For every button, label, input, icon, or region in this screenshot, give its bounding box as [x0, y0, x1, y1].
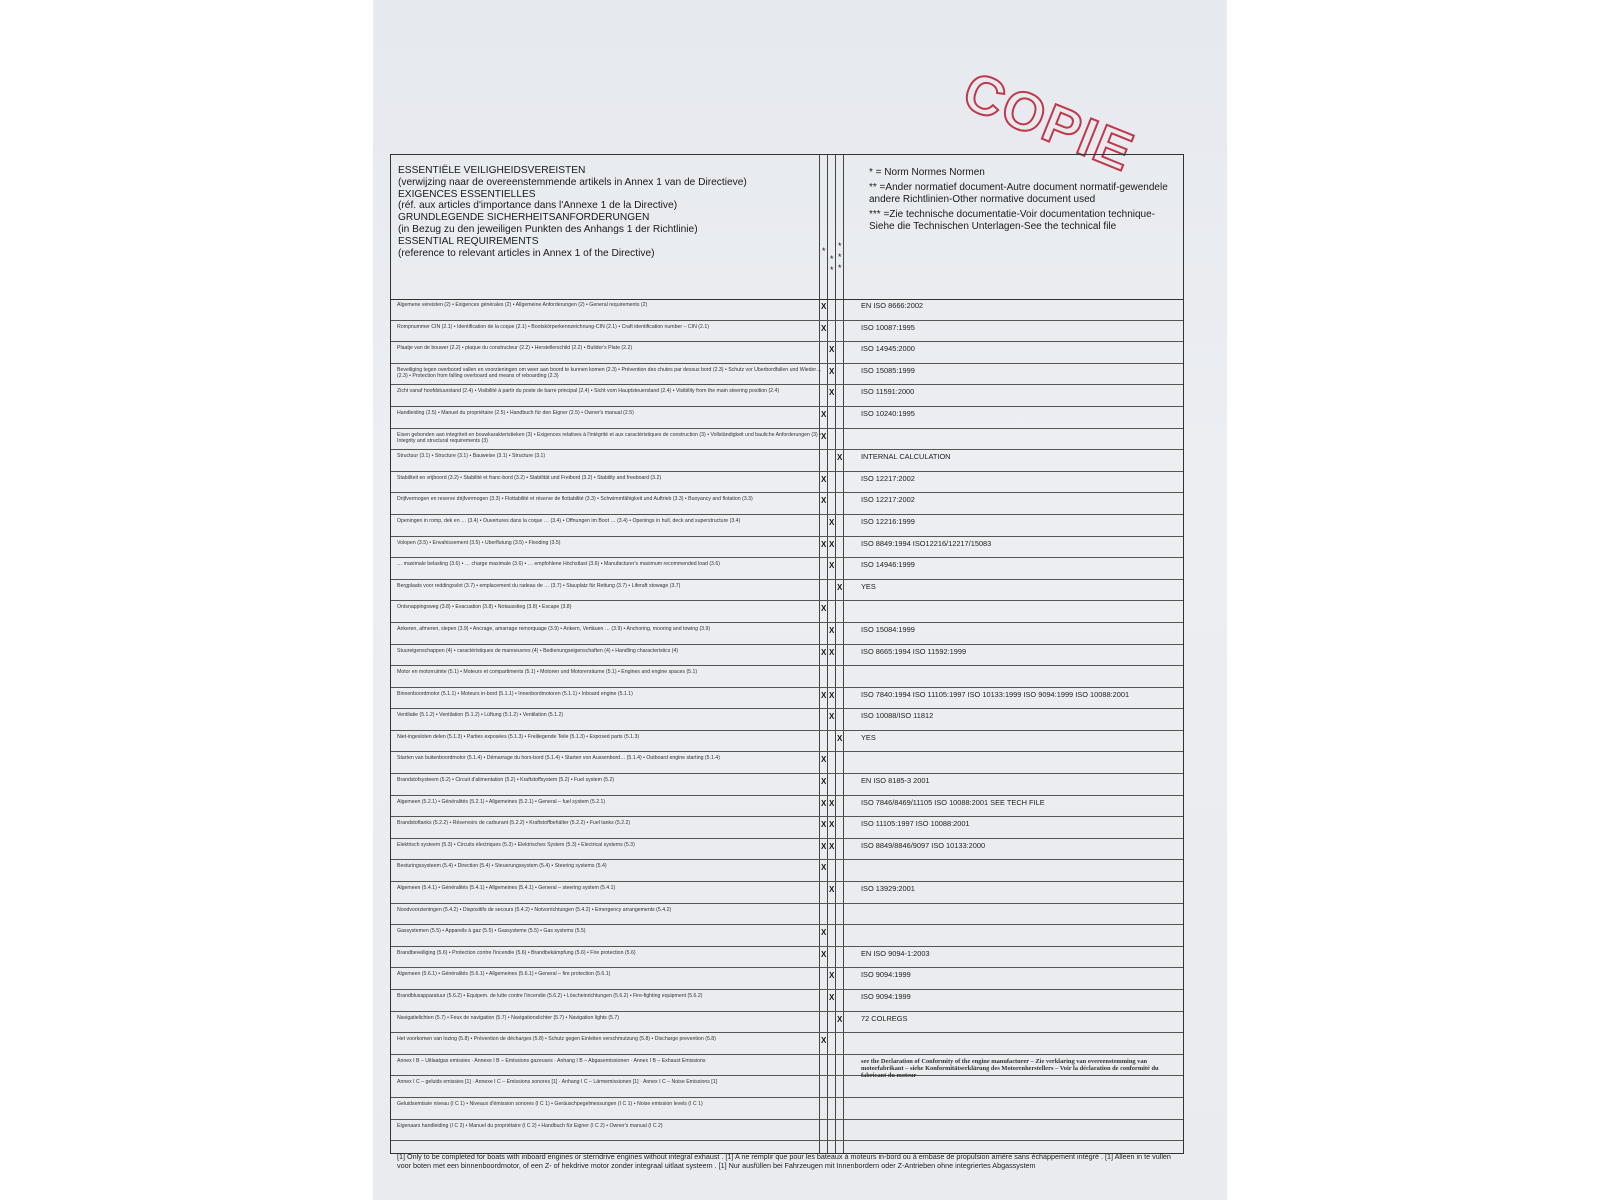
standard-reference: YES	[861, 732, 876, 742]
standard-reference: ISO 13929:2001	[861, 884, 915, 894]
check-mark-col-2: X	[829, 625, 835, 635]
table-row	[391, 472, 1183, 494]
table-row	[391, 666, 1183, 688]
requirement-label: Stabiliteit en vrijboord (3.2) • Stabilité et franc-bord (3.2) • Stabilität und Freibord (3.2) • Stability and freeboard (3.2)	[397, 474, 662, 481]
table-row	[391, 342, 1183, 364]
check-mark-col-2: X	[829, 690, 835, 700]
requirement-label: Ankeren, afmeren, slepen (3.9) • Ancrage, amarrage remorquage (3.9) • Ankern, Vertäuen … (3.9) • Anchoring, mooring and towing (3.9)	[397, 625, 711, 632]
check-mark-col-1: X	[821, 777, 827, 787]
table-row	[391, 1033, 1183, 1055]
header-subtitle-nl: (verwijzing naar de overeenstemmende artikels in Annex 1 van de Directieve)	[398, 176, 747, 188]
check-mark-col-1: X	[821, 755, 827, 765]
table-row	[391, 1055, 1183, 1080]
table-row	[391, 752, 1183, 774]
requirement-label: Eisen gebonden aan integriteit en bouwkarakteristieken (3) • Exigences relatives à l'intégrité et aux caractéristiques de construction (3) • Vollständigkeit und bauliche Anforderungen (3) • Integrity and structural requirements (3)	[397, 431, 821, 444]
check-mark-col-2: X	[829, 820, 835, 830]
table-row	[391, 882, 1183, 904]
standard-reference: ISO 12216:1999	[861, 516, 915, 526]
table-row	[391, 860, 1183, 882]
table-row	[391, 1076, 1183, 1098]
standard-reference: 72 COLREGS	[861, 1013, 908, 1023]
requirement-label: Brandbeveiliging (5.6) • Protection contre l'incendie (5.6) • Brandbekämpfung (5.6) • Fire protection (5.6)	[397, 949, 636, 956]
table-row	[391, 990, 1183, 1012]
requirement-label: Motor en motorruimte (5.1) • Moteurs et compartiments (5.1) • Motoren und Motorenräume (5.1) • Engines and engine spaces (5.1)	[397, 669, 698, 676]
table-row	[391, 709, 1183, 731]
check-mark-col-2: X	[829, 993, 835, 1002]
standard-reference: see the Declaration of Conformity of the engine manufacturer – Zie verklaring van overeenstemming van motorfabrikant – siehe Konformitätserklärung des Motorenherstellers – Voir la déclaration de conformité du fabricant du moteur	[861, 1057, 1159, 1080]
table-row	[391, 1120, 1183, 1142]
check-mark-col-1: X	[821, 302, 827, 311]
requirement-label: Brandstofsysteem (5.2) • Circuit d'alimentation (5.2) • Kraftstoffsystem (5.2) • Fuel system (5.2)	[397, 777, 615, 784]
standard-reference: ISO 7846/8469/11105 ISO 10088:2001 SEE TECH FILE	[861, 797, 1045, 807]
requirement-label: Bergplaats voor reddingsvlot (3.7) • emplacement du radeau de … (3.7) • Stauplatz für Rettung (3.7) • Liferaft stowage (3.7)	[397, 582, 681, 589]
header-subtitle-de: (in Bezug zu den jeweiligen Punkten des Anhangs 1 der Richtlinie)	[398, 223, 698, 235]
header-title-en: ESSENTIAL REQUIREMENTS	[398, 235, 539, 247]
requirement-label: Eigenaars handleiding (I C 2) • Manuel du propriétaire (I C 2) • Handbuch für Eigner (I C 2) • Owner's manual (I C 2)	[397, 1122, 663, 1129]
requirements-table	[390, 154, 1184, 1154]
standard-reference: EN ISO 8185-3 2001	[861, 776, 930, 786]
requirement-label: Beveiliging tegen overboord vallen en voorzieningen om weer aan boord te kunnen komen (2.3) • Prévention des chutes par dessus bord (2.3) • Schutz vor Überbordfallen und Wieder… (2.3) • Protection from falling overboard and means of reboarding (2.3)	[397, 366, 822, 380]
standard-reference: ISO 9094:1999	[861, 970, 911, 980]
table-row	[391, 299, 1183, 321]
legend-item: * = Norm Normes Normen	[869, 167, 985, 178]
standard-reference: ISO 10088/ISO 11812	[861, 711, 934, 721]
table-row	[391, 839, 1183, 861]
check-mark-col-1: X	[821, 474, 827, 484]
table-row	[391, 429, 1183, 451]
check-mark-col-1: X	[821, 604, 827, 614]
requirement-label: Zicht vanaf hoofdstuurstand (2.4) • Visibilité à partir du poste de barre principal (2.4) • Sicht vom Hauptsteuerstand (2.4) • Visibility from the main steering position (2.4)	[397, 388, 780, 395]
standard-reference: ISO 9094:1999	[861, 992, 911, 1001]
check-mark-col-1: X	[821, 949, 827, 959]
check-mark-col-1: X	[821, 863, 827, 873]
table-row	[391, 537, 1183, 559]
check-mark-col-1: X	[821, 820, 827, 830]
check-mark-col-1: X	[821, 690, 827, 700]
requirement-label: Het voorkomen van lozing (5.8) • Prévention de décharges (5.8) • Schutz gegen Einleiten verschmutzung (5.8) • Discharge prevention (5.8)	[397, 1036, 716, 1043]
check-mark-col-2: X	[829, 841, 835, 851]
requirement-label: Brandblusapparatuur (5.6.2) • Équipem. de lutte contre l'incendie (5.6.2) • Löscheinrichtungen (5.6.2) • Fire-fighting equipment (5.6.2)	[397, 993, 703, 999]
requirement-label: Ventilatie (5.1.2) • Ventilation (5.1.2) • Lüftung (5.1.2) • Ventilation (5.1.2)	[397, 712, 564, 719]
requirement-label: Navigatielichten (5.7) • Feux de navigation (5.7) • Navigationslichter (5.7) • Navigation lights (5.7)	[397, 1014, 619, 1021]
requirement-label: Plaatje van de bouwer (2.2) • plaque du constructeur (2.2) • Herstellerschild (2.2) • Builder's Plate (2.2)	[397, 345, 633, 352]
check-mark-col-1: X	[821, 539, 827, 549]
requirement-label: Algemene vereisten (2) • Exigences générales (2) • Allgemeine Anforderungen (2) • General requirements (2)	[397, 302, 648, 308]
table-row	[391, 947, 1183, 969]
requirement-label: Algemeen (5.4.1) • Généralités (5.4.1) • Allgemeines (5.4.1) • General – steering system (5.4.1)	[397, 885, 616, 892]
table-body	[391, 299, 1183, 1141]
requirement-label: Algemeen (5.2.1) • Généralités (5.2.1) • Allgemeines (5.2.1) • General – fuel system (5.2.1)	[397, 798, 606, 805]
header-title-nl: ESSENTIËLE VEILIGHEIDSVEREISTEN	[398, 165, 586, 176]
standard-reference: EN ISO 8666:2002	[861, 301, 924, 310]
standard-reference: ISO 12217:2002	[861, 473, 915, 483]
standard-reference: ISO 11591:2000	[861, 387, 915, 397]
standard-reference: ISO 10087:1995	[861, 322, 915, 332]
check-mark-col-2: X	[829, 712, 835, 722]
table-row	[391, 1012, 1183, 1034]
standard-reference: INTERNAL CALCULATION	[861, 452, 951, 462]
requirement-label: Elektrisch systeem (5.3) • Circuits électriques (5.3) • Elektrisches System (5.3) • Electrical systems (5.3)	[397, 841, 635, 848]
requirement-label: Starten van buitenboordmotor (5.1.4) • Démarrage du hors-bord (5.1.4) • Starten von Aussenbord… (5.1.4) • Outboard engine starting (5.1.4)	[397, 755, 720, 762]
requirement-label: Gassystemen (5.5) • Appareils à gaz (5.5) • Gassysteme (5.5) • Gas systems (5.5)	[397, 928, 586, 935]
table-row	[391, 796, 1183, 818]
check-mark-col-1: X	[821, 431, 827, 441]
requirement-label: Stuureigenschappen (4) • caractéristiques de manoeuvres (4) • Bedienungseigenschaften (4) • Handling characteristics (4)	[397, 647, 679, 654]
requirement-label: Rompnummer CIN (2.1) • Identification de la coque (2.1) • Bootskörperkennzeichnung-CIN (2.1) • Craft identification number – CIN (2.1)	[397, 323, 709, 330]
requirement-label: Geluidsemissie niveau (I C 1) • Niveaux d'émission sonores (I C 1) • Geräuschpegelmessungen (I C 1) • Noise emission levels (I C 1)	[397, 1100, 703, 1107]
table-row	[391, 1098, 1183, 1120]
standard-reference: ISO 10240:1995	[861, 408, 915, 418]
standard-reference: ISO 11105:1997 ISO 10088:2001	[861, 819, 970, 829]
standard-reference: ISO 8665:1994 ISO 11592:1999	[861, 646, 967, 656]
requirement-label: Brandstoftanks (5.2.2) • Réservoirs de carburant (5.2.2) • Kraftstoffbehälter (5.2.2) • Fuel tanks (5.2.2)	[397, 820, 631, 827]
table-row	[391, 364, 1183, 386]
requirement-label: Structuur (3.1) • Structure (3.1) • Bauweise (3.1) • Structure (3.1)	[397, 453, 546, 460]
check-mark-col-2: X	[829, 539, 835, 549]
header-title-de: GRUNDLEGENDE SICHERHEITSANFORDERUNGEN	[398, 212, 650, 224]
table-row	[391, 774, 1183, 796]
table-row	[391, 321, 1183, 343]
check-mark-col-2: X	[829, 798, 835, 808]
standard-reference: ISO 7840:1994 ISO 11105:1997 ISO 10133:1999 ISO 9094:1999 ISO 10088:2001	[861, 689, 1130, 699]
legend-item: *** =Zie technische documentatie-Voir documentation technique-Siehe die Technischen Unterlagen-See the technical file	[869, 209, 1156, 232]
standard-reference: EN ISO 9094-1:2003	[861, 948, 930, 958]
table-row	[391, 450, 1183, 472]
table-row	[391, 645, 1183, 667]
requirement-label: Binnenboordmotor (5.1.1) • Moteurs in-bord (5.1.1) • Innenbordmotoren (5.1.1) • Inboard engine (5.1.1)	[397, 690, 633, 697]
table-row	[391, 925, 1183, 947]
table-row	[391, 623, 1183, 645]
check-mark-col-2: X	[829, 345, 835, 355]
standard-reference: ISO 14946:1999	[861, 560, 915, 570]
header-title-fr: EXIGENCES ESSENTIELLES	[398, 188, 536, 200]
requirement-label: Openingen in romp, dek en … (3.4) • Ouvertures dans la coque … (3.4) • Öffnungen im Boot … (3.4) • Openings in hull, deck and superstructure (3.4)	[397, 517, 741, 524]
table-header	[391, 155, 1183, 300]
table-row	[391, 407, 1183, 429]
check-mark-col-3: X	[837, 1014, 843, 1024]
check-mark-col-1: X	[821, 798, 827, 808]
check-mark-col-2: X	[829, 517, 835, 527]
requirement-label: Volopen (3.5) • Envahissement (3.5) • Überflutung (3.5) • Flooding (3.5)	[397, 539, 561, 546]
check-mark-col-1: X	[821, 647, 827, 657]
requirement-label: … maximale belasting (3.6) • … charge maximale (3.6) • … empfohlene Höchstlast (3.6) • Manufacturer's maximum recommended load (3.6)	[397, 561, 721, 568]
check-mark-col-2: X	[829, 366, 835, 376]
requirement-label: Handleiding (2.5) • Manuel du propriétaire (2.5) • Handbuch für den Eigner (2.5) • Owner's manual (2.5)	[397, 409, 634, 416]
check-mark-col-1: X	[821, 323, 827, 333]
star-label-2: * *	[830, 254, 834, 275]
header-subtitle-fr: (réf. aux articles d'importance dans l'Annexe 1 de la Directive)	[398, 200, 678, 212]
table-row	[391, 968, 1183, 990]
legend-item: ** =Ander normatief document-Autre document normatif-gewendele andere Richtlinien-Other normative document used	[869, 182, 1168, 205]
check-mark-col-2: X	[829, 885, 835, 895]
check-mark-col-3: X	[837, 453, 843, 463]
table-row	[391, 601, 1183, 623]
table-row	[391, 817, 1183, 839]
header-subtitle-en: (reference to relevant articles in Annex 1 of the Directive)	[398, 247, 655, 259]
check-mark-col-3: X	[837, 582, 843, 592]
check-mark-col-1: X	[821, 409, 827, 419]
check-mark-col-1: X	[821, 496, 827, 506]
check-mark-col-2: X	[829, 388, 835, 398]
standard-reference: ISO 8849/8846/9097 ISO 10133:2000	[861, 840, 986, 850]
check-mark-col-2: X	[829, 971, 835, 981]
table-row	[391, 558, 1183, 580]
requirement-label: Noodvoorzieningen (5.4.2) • Dispositifs de secours (5.4.2) • Notvorrichtungen (5.4.2) • Emergency arrangements (5.4.2)	[397, 906, 672, 913]
standard-reference: ISO 8849:1994 ISO12216/12217/15083	[861, 538, 992, 548]
standard-reference: ISO 15085:1999	[861, 365, 915, 375]
star-label-1: *	[822, 246, 826, 256]
table-row	[391, 580, 1183, 602]
star-label-3: * * *	[838, 241, 842, 273]
requirement-label: Niet-ingesloten delen (5.1.3) • Parties exposées (5.1.3) • Freiliegende Teile (5.1.3) • Exposed parts (5.1.3)	[397, 733, 640, 740]
check-mark-col-3: X	[837, 733, 843, 743]
requirement-label: Ontsnappingsweg (3.8) • Evacuation (3.8) • Notausstieg (3.8) • Escape (3.8)	[397, 604, 572, 611]
standard-reference: ISO 15084:1999	[861, 624, 915, 634]
copie-stamp: COPIE	[955, 60, 1143, 184]
header-titles	[398, 165, 828, 259]
standard-reference: ISO 14945:2000	[861, 344, 915, 354]
check-mark-col-1: X	[821, 1036, 827, 1046]
check-mark-col-2: X	[829, 647, 835, 657]
standard-reference: ISO 12217:2002	[861, 495, 915, 505]
footnote: [1] Only to be completed for boats with inboard engines or sterndrive engines without integral exhaust . [1] A ne remplir que pour les bateaux à moteurs in-bord ou à embase de propulsion arrière sans échappement intégré . [1] Alleen in te vullen voor boten met een binnenboordmotor, of een Z- of hekdrive motor zonder integraal uitlaat systeem . [1] Nur ausfüllen bei Fahrzeugen mit Innenbordern oder Z-Antrieben ohne integriertes Abgassystem	[397, 1152, 1171, 1170]
check-mark-col-1: X	[821, 841, 827, 851]
requirement-label: Drijfvermogen en reserve drijfvermogen (3.3) • Flottabilité et réserve de flottabilité (3.3) • Schwimmfähigkeit und Auftrieb (3.3) • Buoyancy and flotation (3.3)	[397, 496, 753, 503]
table-row	[391, 688, 1183, 710]
requirement-label: Annex I B – Uitlaatgas emissies · Annexe I B – Émissions gazeuses · Anhang I B – Abgasemissionen · Annex I B – Exhaust Emissions	[397, 1057, 706, 1064]
requirement-label: Annex I C – geluids emissies [1] · Annexe I C – Émissions sonores [1] · Anhang I C – Lärmemissionen [1] · Annex I C – Noise Emissions [1]	[397, 1079, 718, 1086]
check-mark-col-1: X	[821, 928, 827, 938]
table-row	[391, 493, 1183, 515]
table-row	[391, 731, 1183, 753]
standard-reference: YES	[861, 581, 876, 591]
requirement-label: Besturingssysteem (5.4) • Direction (5.4) • Steuerungssystem (5.4) • Steering systems (5.4)	[397, 863, 607, 870]
table-row	[391, 904, 1183, 926]
legend	[869, 167, 1179, 236]
table-row	[391, 385, 1183, 407]
check-mark-col-2: X	[829, 561, 835, 571]
requirement-label: Algemeen (5.6.1) • Généralités (5.6.1) • Allgemeines (5.6.1) • General – fire protection (5.6.1)	[397, 971, 611, 978]
table-row	[391, 515, 1183, 537]
